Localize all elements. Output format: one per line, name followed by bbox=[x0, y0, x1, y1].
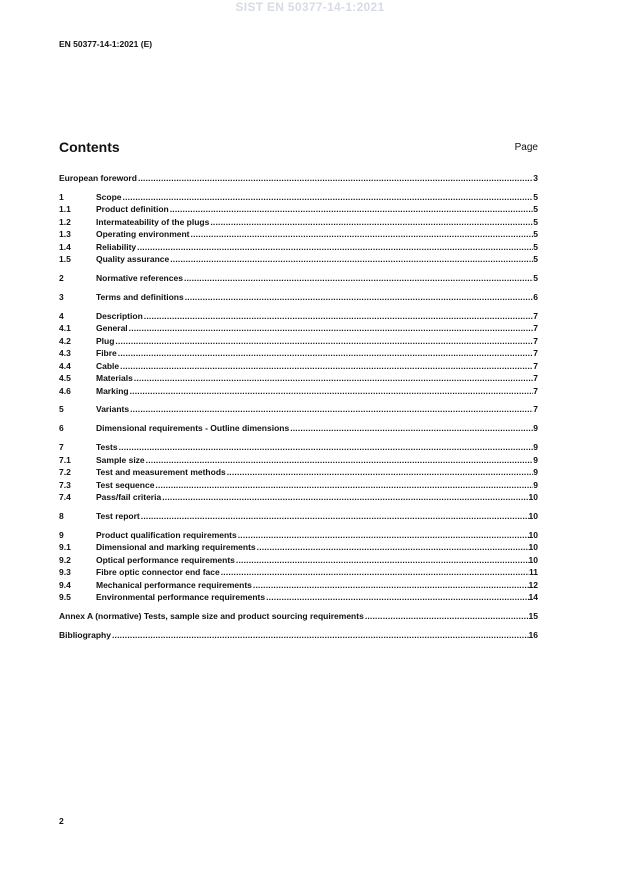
toc-dot-leader bbox=[120, 360, 533, 373]
toc-dot-leader bbox=[112, 629, 529, 642]
toc-entry-page: 7 bbox=[533, 335, 538, 346]
toc-entry-title: General bbox=[96, 323, 128, 334]
toc-entry-number: 1.1 bbox=[59, 204, 71, 215]
toc-entry-page: 7 bbox=[533, 348, 538, 359]
toc-dot-leader bbox=[221, 566, 529, 579]
toc-entry[interactable] bbox=[59, 291, 538, 304]
toc-dot-leader bbox=[144, 310, 534, 323]
toc-entry-page: 15 bbox=[528, 610, 538, 621]
toc-entry-title: Quality assurance bbox=[96, 254, 170, 265]
toc-entry-number: 5 bbox=[59, 404, 64, 415]
toc-dot-leader bbox=[170, 253, 533, 266]
toc-dot-leader bbox=[134, 372, 533, 385]
toc-entry[interactable] bbox=[59, 510, 538, 523]
toc-entry-title: Mechanical performance requirements bbox=[96, 579, 252, 590]
toc-entry-page: 3 bbox=[533, 173, 538, 183]
toc-entry-page: 10 bbox=[528, 492, 538, 503]
toc-entry-page: 7 bbox=[533, 360, 538, 371]
toc-entry-page: 5 bbox=[533, 273, 538, 284]
toc-entry-page: 9 bbox=[533, 454, 538, 465]
toc-entry-page: 9 bbox=[533, 467, 538, 478]
toc-entry[interactable] bbox=[59, 541, 538, 554]
toc-entry-page: 5 bbox=[533, 216, 538, 227]
toc-entry-title: Bibliography bbox=[59, 629, 111, 640]
toc-entry[interactable] bbox=[59, 241, 538, 254]
toc-entry-number: 4.4 bbox=[59, 360, 71, 371]
toc-entry-title: Test sequence bbox=[96, 479, 155, 490]
toc-entry-number: 4.5 bbox=[59, 373, 71, 384]
toc-entry-page: 11 bbox=[529, 567, 538, 578]
toc-entry[interactable] bbox=[59, 203, 538, 216]
toc-entry-title: Marking bbox=[96, 385, 129, 396]
toc-entry[interactable] bbox=[59, 385, 538, 398]
toc-entry-title: Operating environment bbox=[96, 229, 190, 240]
toc-entry[interactable] bbox=[59, 579, 538, 592]
toc-entry-title: Fibre optic connector end face bbox=[96, 567, 220, 578]
toc-entry-page: 7 bbox=[533, 323, 538, 334]
page-column-label: Page bbox=[514, 142, 538, 153]
toc-entry-number: 4.1 bbox=[59, 323, 71, 334]
toc-entry-number: 4.6 bbox=[59, 385, 71, 396]
toc-entry-page: 9 bbox=[533, 479, 538, 490]
toc-entry[interactable] bbox=[59, 529, 538, 542]
toc-entry[interactable] bbox=[59, 191, 538, 204]
toc-entry-page: 10 bbox=[528, 554, 538, 565]
toc-entry[interactable] bbox=[59, 216, 538, 229]
toc-dot-leader bbox=[365, 610, 529, 623]
toc-entry[interactable] bbox=[59, 372, 538, 385]
toc-entry-number: 6 bbox=[59, 423, 64, 434]
toc-dot-leader bbox=[146, 454, 534, 467]
toc-entry-number: 9.3 bbox=[59, 567, 71, 578]
toc-entry-page: 7 bbox=[533, 373, 538, 384]
toc-entry-number: 3 bbox=[59, 291, 64, 302]
toc-entry-number: 9 bbox=[59, 529, 64, 540]
toc-entry-number: 7 bbox=[59, 442, 64, 453]
toc-entry-title: Normative references bbox=[96, 273, 183, 284]
toc-dot-leader bbox=[257, 541, 529, 554]
toc-entry-number: 8 bbox=[59, 510, 64, 521]
toc-entry-page: 5 bbox=[533, 191, 538, 202]
toc-entry-number: 4.2 bbox=[59, 335, 71, 346]
toc-entry-title: Product definition bbox=[96, 204, 169, 215]
document-id: EN 50377-14-1:2021 (E) bbox=[59, 39, 153, 49]
toc-entry-title: Dimensional requirements - Outline dimensions bbox=[96, 423, 290, 434]
toc-entry-title: Variants bbox=[96, 404, 130, 415]
toc-dot-leader bbox=[138, 172, 533, 185]
toc-entry-title: Annex A (normative) Tests, sample size and product sourcing requirements bbox=[59, 610, 364, 621]
toc-entry[interactable] bbox=[59, 479, 538, 492]
toc-entry[interactable] bbox=[59, 335, 538, 348]
toc-entry[interactable] bbox=[59, 310, 538, 323]
toc-entry-page: 5 bbox=[533, 229, 538, 240]
toc-entry-number: 1 bbox=[59, 191, 64, 202]
toc-entry-number: 9.1 bbox=[59, 542, 71, 553]
toc-entry-page: 14 bbox=[528, 592, 538, 603]
toc-entry[interactable] bbox=[59, 454, 538, 467]
toc-entry-page: 6 bbox=[533, 291, 538, 302]
toc-dot-leader bbox=[290, 422, 533, 435]
toc-entry[interactable] bbox=[59, 491, 538, 504]
toc-entry-page: 7 bbox=[533, 385, 538, 396]
toc-dot-leader bbox=[141, 510, 529, 523]
toc-entry-title: European foreword bbox=[59, 173, 137, 183]
toc-entry-number: 9.5 bbox=[59, 592, 71, 603]
toc-entry-number: 1.4 bbox=[59, 241, 71, 252]
toc-dot-leader bbox=[238, 529, 529, 542]
toc-entry[interactable] bbox=[59, 228, 538, 241]
toc-entry-title: Optical performance requirements bbox=[96, 554, 235, 565]
toc-dot-leader bbox=[236, 554, 529, 567]
toc-entry-title: Intermateability of the plugs bbox=[96, 216, 210, 227]
toc-dot-leader bbox=[119, 441, 534, 454]
toc-entry-page: 16 bbox=[528, 629, 538, 640]
toc-entry-number: 9.2 bbox=[59, 554, 71, 565]
toc-entry-title: Fibre bbox=[96, 348, 117, 359]
toc-dot-leader bbox=[115, 335, 533, 348]
toc-entry-page: 5 bbox=[533, 254, 538, 265]
toc-entry[interactable] bbox=[59, 441, 538, 454]
toc-entry-number: 7.2 bbox=[59, 467, 71, 478]
toc-entry-page: 5 bbox=[533, 241, 538, 252]
toc-entry[interactable] bbox=[59, 253, 538, 266]
toc-entry-title: Test report bbox=[96, 510, 140, 521]
toc-dot-leader bbox=[137, 241, 533, 254]
toc-entry-title: Materials bbox=[96, 373, 133, 384]
toc-entry-page: 12 bbox=[528, 579, 538, 590]
toc-entry[interactable] bbox=[59, 591, 538, 604]
watermark: SIST EN 50377-14-1:2021 bbox=[235, 0, 385, 14]
toc-dot-leader bbox=[170, 203, 534, 216]
toc-dot-leader bbox=[162, 491, 528, 504]
toc-entry[interactable] bbox=[59, 466, 538, 479]
toc-entry-number: 9.4 bbox=[59, 579, 71, 590]
toc-entry-page: 7 bbox=[533, 310, 538, 321]
toc-entry-page: 9 bbox=[533, 423, 538, 434]
toc-entry[interactable] bbox=[59, 554, 538, 567]
toc-entry-page: 5 bbox=[533, 204, 538, 215]
toc-entry-number: 4 bbox=[59, 310, 64, 321]
toc-entry-number: 1.3 bbox=[59, 229, 71, 240]
toc-entry-number: 7.3 bbox=[59, 479, 71, 490]
toc-entry-title: Scope bbox=[96, 191, 122, 202]
toc-entry[interactable] bbox=[59, 347, 538, 360]
toc-entry-title: Reliability bbox=[96, 241, 137, 252]
toc-entry-title: Tests bbox=[96, 442, 118, 453]
toc-entry-number: 1.5 bbox=[59, 254, 71, 265]
toc-entry-title: Description bbox=[96, 310, 143, 321]
toc-entry-page: 10 bbox=[528, 529, 538, 540]
toc-dot-leader bbox=[130, 385, 534, 398]
toc-entry-number: 4.3 bbox=[59, 348, 71, 359]
toc-entry-title: Environmental performance requirements bbox=[96, 592, 266, 603]
toc-entry-page: 10 bbox=[528, 542, 538, 553]
toc-dot-leader bbox=[155, 479, 533, 492]
toc-dot-leader bbox=[253, 579, 529, 592]
toc-entry-title: Cable bbox=[96, 360, 120, 371]
toc-entry-page: 9 bbox=[533, 442, 538, 453]
toc-dot-leader bbox=[191, 228, 534, 241]
toc-dot-leader bbox=[227, 466, 534, 479]
toc-entry-title: Product qualification requirements bbox=[96, 529, 237, 540]
toc-entry[interactable] bbox=[59, 360, 538, 373]
toc-dot-leader bbox=[118, 347, 533, 360]
toc-entry-title: Terms and definitions bbox=[96, 291, 184, 302]
toc-entry-title: Sample size bbox=[96, 454, 145, 465]
table-of-contents bbox=[59, 172, 538, 641]
toc-dot-leader bbox=[123, 191, 534, 204]
toc-dot-leader bbox=[210, 216, 533, 229]
contents-title: Contents bbox=[59, 139, 120, 155]
toc-dot-leader bbox=[130, 403, 533, 416]
toc-entry[interactable] bbox=[59, 322, 538, 335]
toc-entry[interactable] bbox=[59, 610, 538, 623]
toc-entry-number: 7.4 bbox=[59, 492, 71, 503]
toc-entry[interactable] bbox=[59, 629, 538, 642]
toc-entry-number: 7.1 bbox=[59, 454, 71, 465]
toc-entry[interactable] bbox=[59, 172, 538, 185]
toc-entry[interactable] bbox=[59, 422, 538, 435]
toc-dot-leader bbox=[266, 591, 528, 604]
toc-dot-leader bbox=[184, 272, 533, 285]
toc-dot-leader bbox=[185, 291, 534, 304]
toc-entry-title: Plug bbox=[96, 335, 115, 346]
toc-entry-page: 7 bbox=[533, 404, 538, 415]
toc-entry[interactable] bbox=[59, 403, 538, 416]
page-number: 2 bbox=[59, 816, 64, 826]
toc-entry[interactable] bbox=[59, 272, 538, 285]
toc-entry-title: Dimensional and marking requirements bbox=[96, 542, 256, 553]
toc-entry-number: 1.2 bbox=[59, 216, 71, 227]
toc-entry-page: 10 bbox=[528, 510, 538, 521]
toc-entry[interactable] bbox=[59, 566, 538, 579]
toc-dot-leader bbox=[129, 322, 534, 335]
toc-entry-title: Test and measurement methods bbox=[96, 467, 226, 478]
toc-entry-title: Pass/fail criteria bbox=[96, 492, 162, 503]
toc-entry-number: 2 bbox=[59, 273, 64, 284]
